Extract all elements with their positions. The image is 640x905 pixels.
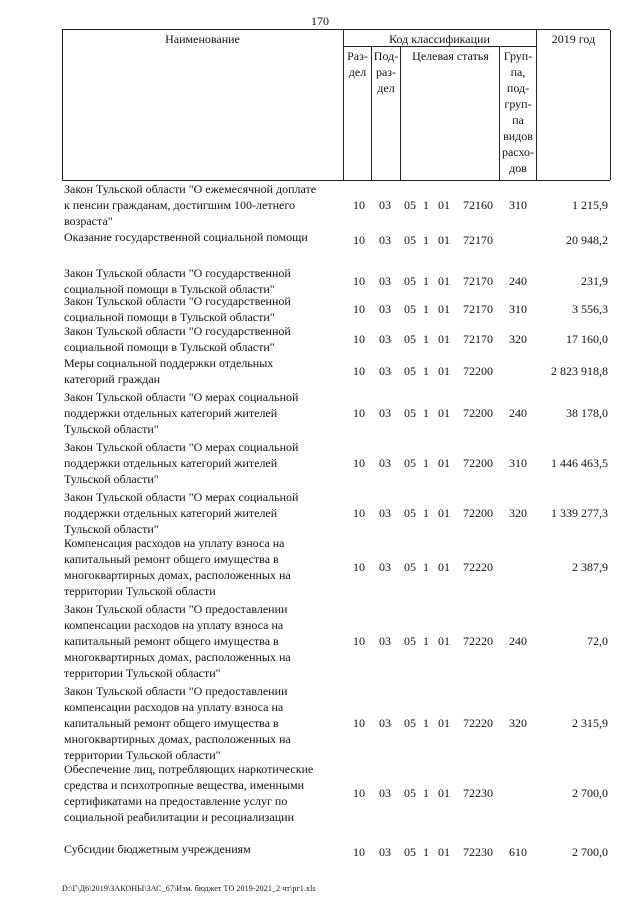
header-divider bbox=[400, 47, 401, 181]
row-target-part1: 05 bbox=[404, 406, 416, 420]
row-target-part4: 72220 bbox=[463, 634, 493, 648]
row-name: Закон Тульской области "О государственной социальной помощи в Тульской области" bbox=[64, 324, 291, 354]
row-podrazdel: 03 bbox=[379, 274, 391, 288]
row-podrazdel: 03 bbox=[379, 364, 391, 378]
row-vid: 310 bbox=[509, 302, 527, 316]
row-podrazdel: 03 bbox=[379, 506, 391, 520]
row-name: Оказание государственной социальной помощи bbox=[64, 230, 308, 244]
row-razdel: 10 bbox=[353, 274, 365, 288]
row-target-part4: 72220 bbox=[463, 560, 493, 574]
row-target-part3: 01 bbox=[438, 332, 450, 346]
row-target-part4: 72200 bbox=[463, 506, 493, 520]
row-target-part4: 72200 bbox=[463, 364, 493, 378]
file-path-footer: D:\Г\Д6\2019\ЗАКОНЫ\ЗАС_67\Изм. бюджет ТО 2019-2021_2 чт\рг1.xls bbox=[62, 884, 316, 893]
page-number: 170 bbox=[311, 14, 329, 28]
row-target-part1: 05 bbox=[404, 274, 416, 288]
row-sum: 38 178,0 bbox=[566, 406, 608, 420]
row-target-part1: 05 bbox=[404, 560, 416, 574]
row-target-part3: 01 bbox=[438, 716, 450, 730]
row-target-part4: 72200 bbox=[463, 406, 493, 420]
row-name: Закон Тульской области "О мерах социальной поддержки отдельных категорий жителей Тульской области" bbox=[64, 490, 299, 536]
row-podrazdel: 03 bbox=[379, 786, 391, 800]
row-target-part2: 1 bbox=[423, 786, 429, 800]
row-target-part4: 72230 bbox=[463, 786, 493, 800]
row-target-part3: 01 bbox=[438, 456, 450, 470]
row-podrazdel: 03 bbox=[379, 845, 391, 859]
row-podrazdel: 03 bbox=[379, 634, 391, 648]
row-target-part3: 01 bbox=[438, 274, 450, 288]
row-sum: 231,9 bbox=[581, 274, 608, 288]
row-name: Закон Тульской области "О предоставлении компенсации расходов на уплату взноса на капитальный ремонт общего имущества в многоквартирных домах, расположенных на территории Тульской области" bbox=[64, 602, 291, 680]
row-vid: 240 bbox=[509, 406, 527, 420]
row-podrazdel: 03 bbox=[379, 233, 391, 247]
row-sum: 1 446 463,5 bbox=[551, 456, 608, 470]
header-divider bbox=[499, 47, 500, 181]
row-target-part3: 01 bbox=[438, 302, 450, 316]
row-target-part3: 01 bbox=[438, 845, 450, 859]
row-podrazdel: 03 bbox=[379, 716, 391, 730]
row-name: Закон Тульской области "О государственной социальной помощи в Тульской области" bbox=[64, 266, 291, 296]
row-podrazdel: 03 bbox=[379, 302, 391, 316]
row-target-part3: 01 bbox=[438, 198, 450, 212]
row-target-part1: 05 bbox=[404, 302, 416, 316]
row-target-part2: 1 bbox=[423, 716, 429, 730]
row-name: Закон Тульской области "О ежемесячной доплате к пенсии гражданам, достигшим 100-летнего возраста" bbox=[64, 182, 317, 228]
row-razdel: 10 bbox=[353, 302, 365, 316]
row-name: Субсидии бюджетным учреждениям bbox=[64, 842, 251, 856]
row-target-part2: 1 bbox=[423, 332, 429, 346]
row-target-part4: 72230 bbox=[463, 845, 493, 859]
row-target-part4: 72200 bbox=[463, 456, 493, 470]
row-sum: 17 160,0 bbox=[566, 332, 608, 346]
row-razdel: 10 bbox=[353, 406, 365, 420]
row-podrazdel: 03 bbox=[379, 456, 391, 470]
row-vid: 610 bbox=[509, 845, 527, 859]
row-sum: 2 700,0 bbox=[572, 845, 608, 859]
row-razdel: 10 bbox=[353, 560, 365, 574]
row-razdel: 10 bbox=[353, 845, 365, 859]
row-target-part3: 01 bbox=[438, 560, 450, 574]
row-sum: 2 315,9 bbox=[572, 716, 608, 730]
header-name: Наименование bbox=[165, 32, 240, 46]
row-vid: 240 bbox=[509, 274, 527, 288]
row-target-part1: 05 bbox=[404, 456, 416, 470]
row-name: Компенсация расходов на уплату взноса на капитальный ремонт общего имущества в многоквартирных домах, расположенных на территории Тульской области bbox=[64, 536, 291, 598]
row-target-part4: 72170 bbox=[463, 233, 493, 247]
row-target-part1: 05 bbox=[404, 364, 416, 378]
row-target-part3: 01 bbox=[438, 786, 450, 800]
header-year: 2019 год bbox=[551, 32, 596, 46]
row-sum: 3 556,3 bbox=[572, 302, 608, 316]
row-sum: 1 339 277,3 bbox=[551, 506, 608, 520]
row-target-part4: 72170 bbox=[463, 332, 493, 346]
row-sum: 2 823 918,8 bbox=[551, 364, 608, 378]
row-razdel: 10 bbox=[353, 716, 365, 730]
row-sum: 20 948,2 bbox=[566, 233, 608, 247]
row-vid: 320 bbox=[509, 506, 527, 520]
row-target-part3: 01 bbox=[438, 406, 450, 420]
header-razdel: Раз- дел bbox=[347, 49, 368, 79]
row-name: Закон Тульской области "О государственной социальной помощи в Тульской области" bbox=[64, 294, 291, 324]
row-target-part4: 72160 bbox=[463, 198, 493, 212]
row-name: Закон Тульской области "О мерах социальной поддержки отдельных категорий жителей Тульской области" bbox=[64, 440, 299, 486]
table-header bbox=[62, 29, 610, 181]
row-target-part1: 05 bbox=[404, 332, 416, 346]
row-podrazdel: 03 bbox=[379, 406, 391, 420]
row-razdel: 10 bbox=[353, 332, 365, 346]
header-divider bbox=[371, 47, 372, 181]
row-vid: 240 bbox=[509, 634, 527, 648]
row-vid: 310 bbox=[509, 456, 527, 470]
row-target-part2: 1 bbox=[423, 506, 429, 520]
row-target-part4: 72170 bbox=[463, 274, 493, 288]
row-vid: 320 bbox=[509, 716, 527, 730]
header-vid: Груп- па, под- груп- па видов расхо- дов bbox=[501, 49, 535, 175]
header-divider bbox=[343, 30, 344, 180]
row-target-part1: 05 bbox=[404, 198, 416, 212]
row-target-part2: 1 bbox=[423, 302, 429, 316]
row-sum: 72,0 bbox=[587, 634, 608, 648]
row-target-part4: 72220 bbox=[463, 716, 493, 730]
row-target-part1: 05 bbox=[404, 716, 416, 730]
row-target-part2: 1 bbox=[423, 634, 429, 648]
row-target-part3: 01 bbox=[438, 364, 450, 378]
row-razdel: 10 bbox=[353, 506, 365, 520]
row-razdel: 10 bbox=[353, 786, 365, 800]
header-divider bbox=[610, 30, 611, 180]
row-razdel: 10 bbox=[353, 456, 365, 470]
row-razdel: 10 bbox=[353, 233, 365, 247]
row-target-part2: 1 bbox=[423, 274, 429, 288]
row-target-part3: 01 bbox=[438, 506, 450, 520]
row-sum: 1 215,9 bbox=[572, 198, 608, 212]
row-target-part3: 01 bbox=[438, 233, 450, 247]
row-target-part2: 1 bbox=[423, 456, 429, 470]
row-name: Обеспечение лиц, потребляющих наркотические средства и психотропные вещества, именными сертификатами на предоставление услуг по социальной реабилитации и ресоциализации bbox=[64, 762, 314, 824]
row-target-part1: 05 bbox=[404, 634, 416, 648]
row-target-part2: 1 bbox=[423, 845, 429, 859]
row-razdel: 10 bbox=[353, 634, 365, 648]
row-target-part2: 1 bbox=[423, 198, 429, 212]
row-target-part2: 1 bbox=[423, 560, 429, 574]
row-razdel: 10 bbox=[353, 198, 365, 212]
row-razdel: 10 bbox=[353, 364, 365, 378]
header-target-article: Целевая статья bbox=[412, 49, 489, 63]
header-divider bbox=[536, 30, 537, 180]
row-podrazdel: 03 bbox=[379, 198, 391, 212]
row-target-part4: 72170 bbox=[463, 302, 493, 316]
row-name: Закон Тульской области "О мерах социальной поддержки отдельных категорий жителей Тульской области" bbox=[64, 390, 299, 436]
row-podrazdel: 03 bbox=[379, 560, 391, 574]
row-podrazdel: 03 bbox=[379, 332, 391, 346]
row-target-part2: 1 bbox=[423, 406, 429, 420]
row-target-part1: 05 bbox=[404, 506, 416, 520]
row-target-part3: 01 bbox=[438, 634, 450, 648]
row-name: Меры социальной поддержки отдельных категорий граждан bbox=[64, 356, 274, 386]
row-sum: 2 700,0 bbox=[572, 786, 608, 800]
row-target-part1: 05 bbox=[404, 233, 416, 247]
row-vid: 310 bbox=[509, 198, 527, 212]
header-podrazdel: Под- раз- дел bbox=[373, 49, 399, 95]
header-code-group: Код классификации bbox=[389, 32, 490, 46]
row-target-part1: 05 bbox=[404, 786, 416, 800]
row-vid: 320 bbox=[509, 332, 527, 346]
row-target-part2: 1 bbox=[423, 364, 429, 378]
row-target-part1: 05 bbox=[404, 845, 416, 859]
row-name: Закон Тульской области "О предоставлении компенсации расходов на уплату взноса на капитальный ремонт общего имущества в многоквартирных домах, расположенных на территории Тульской области" bbox=[64, 684, 291, 762]
row-target-part2: 1 bbox=[423, 233, 429, 247]
row-sum: 2 387,9 bbox=[572, 560, 608, 574]
